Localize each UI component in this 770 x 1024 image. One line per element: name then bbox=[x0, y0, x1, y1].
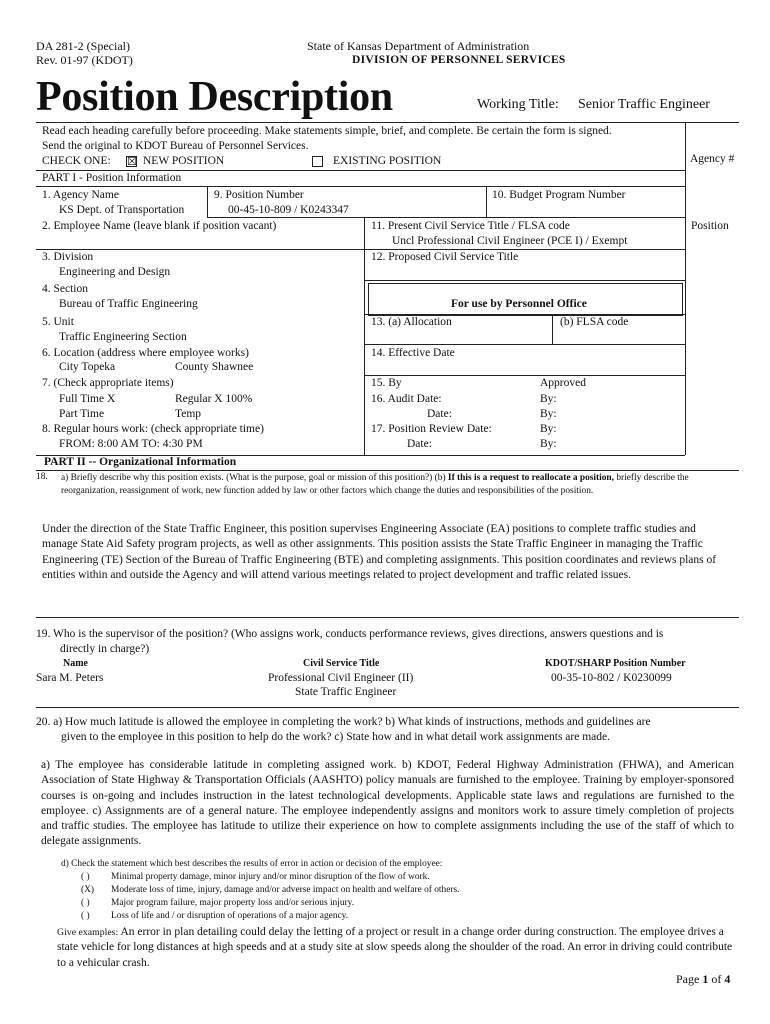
audit-by-label-2: By: bbox=[540, 408, 557, 420]
supervisor-title-1[interactable]: Professional Civil Engineer (II) bbox=[268, 672, 414, 684]
top-rule bbox=[36, 122, 739, 123]
q20d-item-1: Minimal property damage, minor injury and/or minor disruption of the flow of work. bbox=[111, 872, 430, 882]
q18-bold: If this is a request to reallocate a position, bbox=[447, 473, 614, 483]
regular-value[interactable]: Regular X 100% bbox=[175, 393, 253, 405]
division-header: DIVISION OF PERSONNEL SERVICES bbox=[352, 54, 566, 66]
supervisor-title-header: Civil Service Title bbox=[303, 658, 380, 669]
audit-by-label: By: bbox=[540, 393, 557, 405]
review-by-label-2: By: bbox=[540, 438, 557, 450]
q19-bottom bbox=[36, 707, 739, 708]
middle-divider bbox=[364, 217, 365, 455]
q18-bottom bbox=[36, 617, 739, 618]
audit-date-field: Date: bbox=[427, 408, 452, 420]
q20d-item-2: Moderate loss of time, injury, damage and/or adverse impact on health and welfare of others. bbox=[111, 885, 460, 895]
form-id: DA 281-2 (Special) bbox=[36, 39, 130, 53]
row1-divider-b bbox=[486, 186, 487, 217]
employee-name-label: 2. Employee Name (leave blank if position vacant) bbox=[42, 220, 277, 232]
row1-divider-a bbox=[207, 186, 208, 217]
q19-question: 19. Who is the supervisor of the position? (Who assigns work, conducts performance reviews, gives directions, answers questions and is bbox=[36, 628, 664, 640]
new-position-label: NEW POSITION bbox=[143, 155, 225, 167]
supervisor-number[interactable]: 00-35-10-802 / K0230099 bbox=[551, 672, 672, 684]
supervisor-name-header: Name bbox=[63, 658, 88, 669]
check-items-label: 7. (Check appropriate items) bbox=[42, 377, 174, 389]
q19-question-cont: directly in charge?) bbox=[60, 643, 150, 655]
examples-text: An error in plan detailing could delay the letting of a project or result in a change order during construction. The employee drives a state vehicle for long distances at high speeds and at a study site at slow speeds along the shoulder of the road. An error in driving could contribute to a vehicular crash. bbox=[57, 926, 733, 969]
division-value[interactable]: Engineering and Design bbox=[59, 266, 171, 278]
page-title: Position Description bbox=[36, 74, 393, 120]
q20d-item-4: Loss of life and / or disruption of operations of a major agency. bbox=[111, 911, 349, 921]
q18-text: a) Briefly describe why this position exists. (What is the purpose, goal or mission of this position?) (b) bbox=[61, 473, 446, 483]
q20d-mark-3[interactable]: ( ) bbox=[81, 898, 90, 908]
agency-header: State of Kansas Department of Administration bbox=[307, 39, 530, 53]
unit-label: 5. Unit bbox=[42, 316, 74, 328]
effective-date-label: 14. Effective Date bbox=[371, 347, 455, 359]
supervisor-name[interactable]: Sara M. Peters bbox=[36, 672, 104, 684]
row-15-top bbox=[364, 375, 685, 376]
new-position-checkbox[interactable]: ☒ bbox=[127, 155, 137, 168]
by-label: 15. By bbox=[371, 377, 402, 389]
present-title-label: 11. Present Civil Service Title / FLSA code bbox=[371, 220, 570, 232]
q20-examples[interactable] bbox=[57, 925, 737, 971]
temp-label[interactable]: Temp bbox=[175, 408, 202, 420]
division-label: 3. Division bbox=[42, 251, 94, 263]
working-title-value: Senior Traffic Engineer bbox=[578, 97, 710, 112]
page-of: of bbox=[711, 972, 722, 986]
check-one-label: CHECK ONE: bbox=[42, 155, 111, 167]
row-13-top bbox=[364, 314, 685, 315]
intro-divider bbox=[36, 170, 685, 171]
location-label: 6. Location (address where employee works) bbox=[42, 347, 249, 359]
intro-line-2: Send the original to KDOT Bureau of Personnel Services. bbox=[42, 140, 309, 152]
q20d-mark-1[interactable]: ( ) bbox=[81, 872, 90, 882]
existing-position-checkbox[interactable] bbox=[312, 156, 323, 167]
unit-value[interactable]: Traffic Engineering Section bbox=[59, 331, 187, 343]
q18-answer[interactable]: Under the direction of the State Traffic Engineer, this position supervises Engineering Associate (EA) positions to complete traffic studies and manage State Aid Safety program projects, as well as other assignments. This position assists the State Traffic Engineer in managing the Traffic Engineering (TE) Section of the Bureau of Traffic Engineering (BTE) and completing assignments. This position coordinates and reviews plans of entities within and outside the Agency and will attend various meetings related to project development and traffic related issues. bbox=[42, 523, 717, 581]
q20-question: 20. a) How much latitude is allowed the employee in completing the work? b) What kinds of instructions, methods and guidelines are bbox=[36, 716, 651, 728]
position-number-label: 9. Position Number bbox=[214, 189, 304, 201]
review-date-field: Date: bbox=[407, 438, 432, 450]
location-county[interactable]: County Shawnee bbox=[175, 361, 254, 373]
part1-heading-divider bbox=[36, 186, 685, 187]
section-value[interactable]: Bureau of Traffic Engineering bbox=[59, 298, 198, 310]
q20-question-cont: given to the employee in this position to help do the work? c) State how and in what detail work assignments are made. bbox=[61, 731, 611, 743]
full-time-value[interactable]: Full Time X bbox=[59, 393, 116, 405]
flsa-code-label: (b) FLSA code bbox=[560, 316, 629, 328]
row-14-top bbox=[364, 344, 685, 345]
working-title-label: Working Title: bbox=[477, 97, 559, 112]
hours-value[interactable]: FROM: 8:00 AM TO: 4:30 PM bbox=[59, 438, 203, 450]
q18-question bbox=[61, 472, 731, 498]
supervisor-title-2[interactable]: State Traffic Engineer bbox=[295, 686, 397, 698]
agency-name-label: 1. Agency Name bbox=[42, 189, 119, 201]
audit-date-label: 16. Audit Date: bbox=[371, 393, 442, 405]
row2-bottom bbox=[36, 249, 685, 250]
agency-name-value[interactable]: KS Dept. of Transportation bbox=[59, 204, 185, 216]
row3-bottom bbox=[364, 280, 685, 281]
present-title-value[interactable]: Uncl Professional Civil Engineer (PCE I) / Exempt bbox=[392, 235, 628, 247]
page-prefix: Page bbox=[676, 972, 700, 986]
side-column-divider bbox=[685, 122, 686, 455]
q20d-mark-2[interactable]: (X) bbox=[81, 885, 95, 895]
part-time-label[interactable]: Part Time bbox=[59, 408, 105, 420]
section-label: 4. Section bbox=[42, 283, 88, 295]
location-city[interactable]: City Topeka bbox=[59, 361, 116, 373]
page-total: 4 bbox=[724, 972, 731, 986]
q18-number: 18. bbox=[36, 472, 48, 482]
intro-line-1: Read each heading carefully before proceeding. Make statements simple, brief, and complete. Be certain the form is signed. bbox=[42, 125, 612, 137]
part2-heading: PART II -- Organizational Information bbox=[44, 456, 237, 468]
review-by-label: By: bbox=[540, 423, 557, 435]
existing-position-label: EXISTING POSITION bbox=[333, 155, 442, 167]
page-number bbox=[676, 972, 730, 987]
approved-label: Approved bbox=[540, 377, 586, 389]
form-revision: Rev. 01-97 (KDOT) bbox=[36, 53, 133, 67]
personnel-office-label: For use by Personnel Office bbox=[451, 298, 587, 310]
allocation-label: 13. (a) Allocation bbox=[371, 316, 452, 328]
row1-bottom bbox=[207, 217, 685, 218]
proposed-title-label: 12. Proposed Civil Service Title bbox=[371, 251, 519, 263]
q18-rest: briefly describe the reorganization, reassignment of work, new function added by law or other factors which change the duties and responsibilities of the position. bbox=[61, 473, 689, 496]
page-current: 1 bbox=[702, 972, 709, 986]
part2-heading-bottom bbox=[36, 470, 739, 471]
agency-number-label: Agency # bbox=[690, 153, 735, 165]
row-13-divider bbox=[552, 314, 553, 344]
supervisor-number-header: KDOT/SHARP Position Number bbox=[545, 658, 686, 669]
hours-label: 8. Regular hours work: (check appropriate time) bbox=[42, 423, 264, 435]
review-date-label: 17. Position Review Date: bbox=[371, 423, 492, 435]
position-number-value[interactable]: 00-45-10-809 / K0243347 bbox=[228, 204, 349, 216]
part1-heading: PART I - Position Information bbox=[42, 172, 182, 184]
q20d-mark-4[interactable]: ( ) bbox=[81, 911, 90, 921]
budget-program-label: 10. Budget Program Number bbox=[492, 189, 626, 201]
position-side-label: Position bbox=[691, 220, 729, 232]
q20d-item-3: Major program failure, major property loss and/or serious injury. bbox=[111, 898, 355, 908]
q20d-heading: d) Check the statement which best describes the results of error in action or decision of the employee: bbox=[61, 859, 443, 869]
examples-label: Give examples: bbox=[57, 927, 119, 938]
q20-answer[interactable]: a) The employee has considerable latitude in completing assigned work. b) KDOT, Federal Highway Administration (FHWA), and American Association of State Highway & Transportation Officials (AASHTO) policy manuals are furnished to the employee. Training by employer-sponsored courses is on-going and includes instruction in the latest technological developments. Applicable state laws and regulations are furnished to the employee. c) Assignments are of a general nature. The employee independently assigns and monitors work to assure timely completion of projects and traffic studies. The employee has latitude to utilize their experience on how to complete assignments including the use of the staff of which to delegate assignments. bbox=[41, 759, 734, 848]
